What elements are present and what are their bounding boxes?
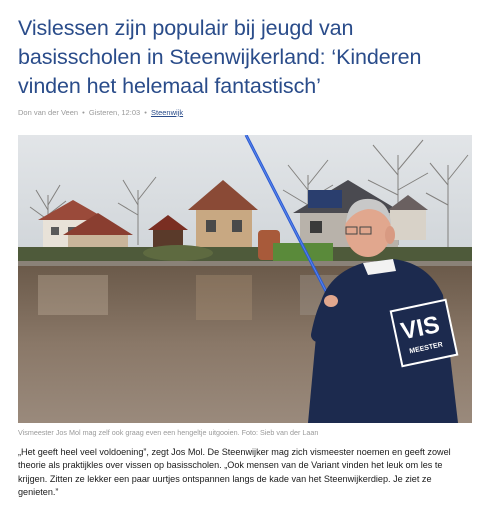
meta-separator: • bbox=[144, 108, 147, 117]
meta-separator: • bbox=[82, 108, 85, 117]
jacket-logo-subtext: MEESTER bbox=[408, 341, 444, 356]
article-photo bbox=[18, 135, 472, 423]
publish-date: Gisteren, 12:03 bbox=[88, 108, 141, 117]
article-body: „Het geeft heel veel voldoening”, zegt Jos Mol. De Steenwijker mag zich vismeester noemen en geeft zowel theorie als praktijkles over vissen op basisscholen. „Ook mensen van de Variant vinden het leuk om les te krijgen. Zitten ze lekker een paar uurtjes ontspannen langs de kade van het Steenwijkerdiep. Je ziet ze genieten.” bbox=[18, 447, 451, 498]
jacket-logo-text: VIS bbox=[398, 310, 442, 346]
location-link[interactable]: Steenwijk bbox=[150, 108, 184, 117]
photo-caption: Vismeester Jos Mol mag zelf ook graag even een hengeltje uitgooien. Foto: Sieb van der Laan bbox=[18, 428, 319, 437]
author-name: Don van der Veen bbox=[18, 108, 79, 117]
article-headline: Vislessen zijn populair bij jeugd van basisscholen in Steenwijkerland: ‘Kinderen vinden het helemaal fantastisch’ bbox=[18, 16, 422, 98]
article-meta bbox=[18, 108, 183, 117]
